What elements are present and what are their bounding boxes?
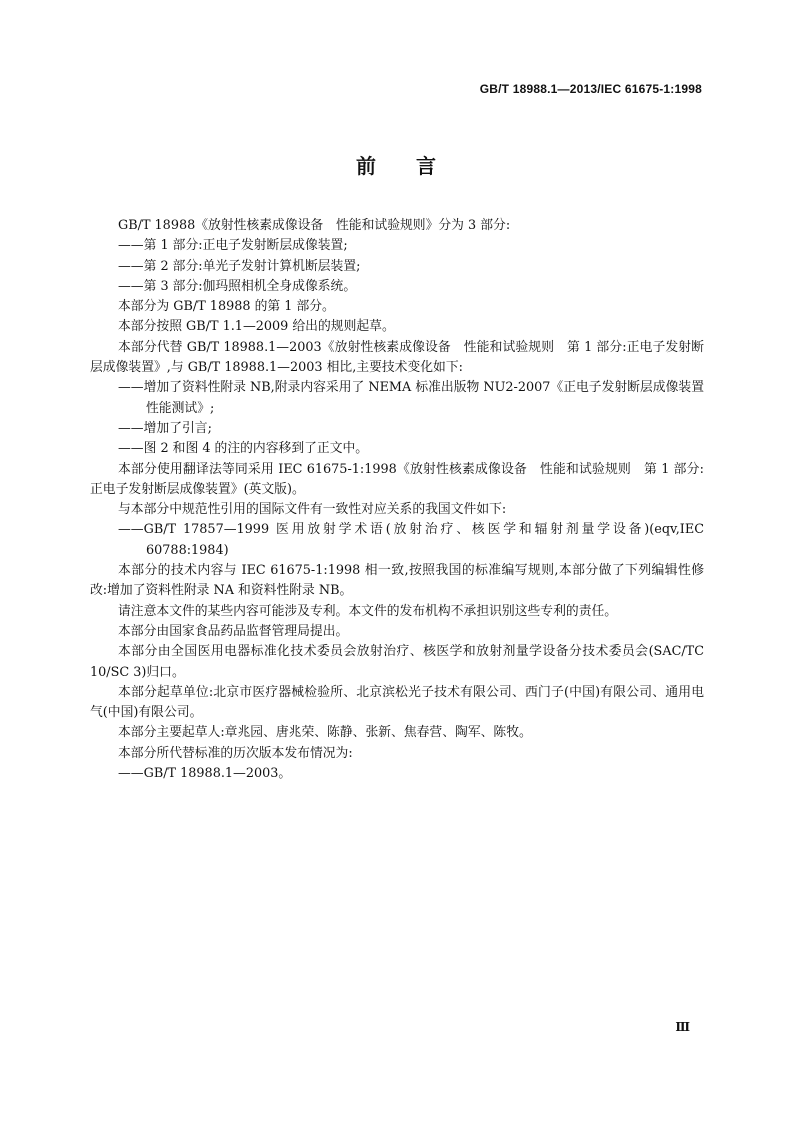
page-number: Ⅲ: [675, 1020, 690, 1034]
standard-code: GB/T 18988.1—2013/IEC 61675-1:1998: [479, 82, 702, 96]
paragraph: 本部分代替 GB/T 18988.1—2003《放射性核素成像设备 性能和试验规则 第 1 部分:正电子发射断层成像装置》,与 GB/T 18988.1—2003 相比,主要技术变化如下:: [90, 339, 704, 376]
list-item: ——增加了引言;: [118, 420, 212, 436]
page-title: [0, 150, 794, 179]
paragraph: 与本部分中规范性引用的国际文件有一致性对应关系的我国文件如下:: [118, 502, 507, 518]
list-item: ——图 2 和图 4 的注的内容移到了正文中。: [118, 441, 369, 457]
title-char-2: 言: [416, 154, 438, 178]
list-item: ——GB/T 17857—1999 医用放射学术语(放射治疗、核医学和辐射剂量学设备)(eqv,IEC 60788:1984): [118, 522, 704, 558]
paragraph: 本部分起草单位:北京市医疗器械检验所、北京滨松光子技术有限公司、西门子(中国)有限公司、通用电气(中国)有限公司。: [90, 684, 704, 721]
title-char-1: 前: [356, 154, 378, 178]
list-item: ——GB/T 18988.1—2003。: [118, 766, 292, 782]
paragraph: 本部分所代替标准的历次版本发布情况为:: [118, 745, 353, 761]
paragraph: 本部分主要起草人:章兆园、唐兆荣、陈静、张新、焦春营、陶军、陈牧。: [118, 725, 532, 741]
foreword-body: [90, 216, 704, 784]
list-item: ——第 3 部分:伽玛照相机全身成像系统。: [118, 278, 357, 294]
list-item: ——第 1 部分:正电子发射断层成像装置;: [118, 238, 348, 254]
paragraph: 本部分由全国医用电器标准化技术委员会放射治疗、核医学和放射剂量学设备分技术委员会(SAC/TC 10/SC 3)归口。: [90, 644, 704, 680]
paragraph: 本部分按照 GB/T 1.1—2009 给出的规则起草。: [118, 319, 395, 335]
paragraph: 本部分为 GB/T 18988 的第 1 部分。: [118, 299, 335, 315]
paragraph: 请注意本文件的某些内容可能涉及专利。本文件的发布机构不承担识别这些专利的责任。: [118, 603, 618, 619]
paragraph: 本部分由国家食品药品监督管理局提出。: [118, 623, 349, 639]
paragraph: 本部分的技术内容与 IEC 61675-1:1998 相一致,按照我国的标准编写规则,本部分做了下列编辑性修改:增加了资料性附录 NA 和资料性附录 NB。: [90, 563, 704, 599]
paragraph: GB/T 18988《放射性核素成像设备 性能和试验规则》分为 3 部分:: [118, 218, 511, 233]
list-item: ——第 2 部分:单光子发射计算机断层装置;: [118, 258, 361, 274]
paragraph: 本部分使用翻译法等同采用 IEC 61675-1:1998《放射性核素成像设备 性能和试验规则 第 1 部分:正电子发射断层成像装置》(英文版)。: [90, 461, 704, 497]
list-item: ——增加了资料性附录 NB,附录内容采用了 NEMA 标准出版物 NU2-2007《正电子发射断层成像装置性能测试》;: [118, 380, 704, 416]
